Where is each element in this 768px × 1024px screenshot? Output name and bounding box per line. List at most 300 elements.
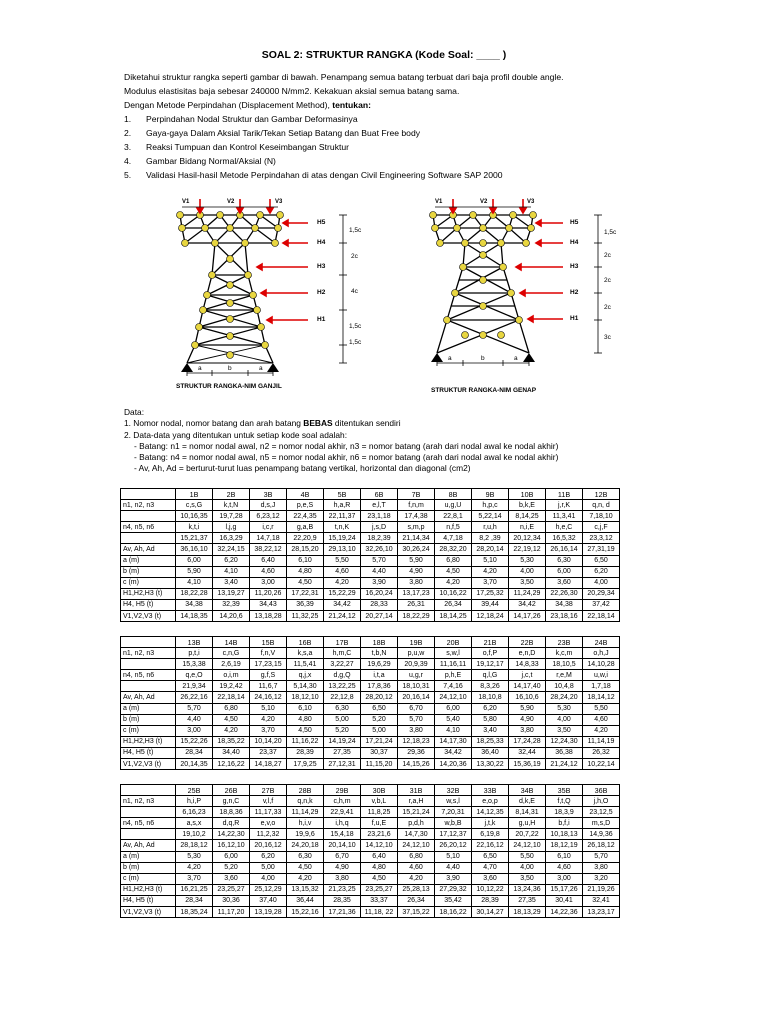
table-cell: 5,90 bbox=[398, 555, 435, 566]
table-cell: 6,23,12 bbox=[250, 511, 287, 522]
table-cell: 3,60 bbox=[546, 577, 583, 588]
h2-label: H2 bbox=[317, 289, 326, 296]
table-cell: 10,18,13 bbox=[546, 829, 583, 840]
table-cell: 4,60 bbox=[324, 566, 361, 577]
task-text: Reaksi Tumpuan dan Kontrol Keseimbangan Struktur bbox=[146, 142, 350, 152]
table-cell: p,e,S bbox=[287, 500, 324, 511]
table-cell: 30,26,24 bbox=[398, 544, 435, 555]
data-line-1-bold: BEBAS bbox=[303, 418, 333, 429]
table-cell: 16,20,24 bbox=[361, 588, 398, 599]
table-cell: r,e,M bbox=[546, 670, 583, 681]
table-cell: 6,20 bbox=[472, 703, 509, 714]
code-header: 14B bbox=[213, 637, 250, 648]
table-cell: 17,4,38 bbox=[398, 511, 435, 522]
table-cell: s,m,p bbox=[398, 522, 435, 533]
table-cell: 6,00 bbox=[435, 703, 472, 714]
table-cell: p,h,E bbox=[435, 670, 472, 681]
table-cell: 6,20 bbox=[213, 555, 250, 566]
data-section bbox=[124, 407, 724, 475]
table-cell: f,t,Q bbox=[546, 796, 583, 807]
dim-4: 1,5c bbox=[349, 323, 362, 330]
table-cell: 11,24,29 bbox=[509, 588, 546, 599]
table-cell: 22,19,12 bbox=[509, 544, 546, 555]
table-cell: 4,40 bbox=[361, 566, 398, 577]
table-cell: 4,70 bbox=[472, 862, 509, 873]
code-header: 22B bbox=[509, 637, 546, 648]
table-cell: 23,18,16 bbox=[546, 611, 583, 622]
table-cell: 28,35 bbox=[324, 895, 361, 906]
task-text: Gaya-gaya Dalam Aksial Tarik/Tekan Setiap Batang dan Buat Free body bbox=[146, 128, 421, 138]
code-header: 32B bbox=[435, 785, 472, 796]
table-cell: 13,15,32 bbox=[287, 884, 324, 895]
data-line-1-post: ditentukan sendiri bbox=[332, 418, 401, 429]
table-cell: 15,4,18 bbox=[324, 829, 361, 840]
table-cell: 5,10 bbox=[250, 703, 287, 714]
table-cell: 17,21,24 bbox=[361, 736, 398, 747]
table-cell: 22,16,12 bbox=[472, 840, 509, 851]
dim-3: 4c bbox=[351, 288, 358, 295]
table-cell: 3,40 bbox=[213, 577, 250, 588]
data-bullet-3: - Av, Ah, Ad = berturut-turut luas penampang batang vertikal, horizontal dan diagonal (cm2) bbox=[134, 463, 471, 474]
table-cell: d,g,Q bbox=[324, 670, 361, 681]
table-cell: 17,9,25 bbox=[287, 759, 324, 770]
table-cell: 4,40 bbox=[176, 714, 213, 725]
table-cell: p,d,h bbox=[398, 818, 435, 829]
table-cell: 20,12,34 bbox=[509, 533, 546, 544]
table-cell: 14,20,36 bbox=[435, 759, 472, 770]
table-cell: 3,40 bbox=[472, 725, 509, 736]
table-row bbox=[121, 725, 620, 736]
code-header: 7B bbox=[398, 489, 435, 500]
table-cell: 6,20 bbox=[583, 566, 620, 577]
row-label: n1, n2, n3 bbox=[121, 796, 176, 807]
table-cell: 21,14,34 bbox=[398, 533, 435, 544]
table-cell: 11,6,7 bbox=[250, 681, 287, 692]
table-cell: 23,3,12 bbox=[583, 533, 620, 544]
table-cell: c,s,G bbox=[176, 500, 213, 511]
code-header: 21B bbox=[472, 637, 509, 648]
row-label: b (m) bbox=[121, 714, 176, 725]
code-header: 35B bbox=[546, 785, 583, 796]
table-cell: 36,44 bbox=[287, 895, 324, 906]
table-row bbox=[121, 648, 620, 659]
table-cell: 14,20,6 bbox=[213, 611, 250, 622]
table-cell: h,m,C bbox=[324, 648, 361, 659]
table-cell: 1,7,18 bbox=[583, 681, 620, 692]
table-cell: 20,16,12 bbox=[250, 840, 287, 851]
table-header-row bbox=[121, 637, 620, 648]
dim-1: 1,5c bbox=[349, 227, 362, 234]
table-cell: 21,24,12 bbox=[324, 611, 361, 622]
table-cell: j,s,D bbox=[361, 522, 398, 533]
table-cell: 6,70 bbox=[398, 703, 435, 714]
table-cell: 5,70 bbox=[398, 714, 435, 725]
table-header-row bbox=[121, 785, 620, 796]
row-label: n4, n5, n6 bbox=[121, 522, 176, 533]
table-cell: 14,12,10 bbox=[361, 840, 398, 851]
table-row bbox=[121, 555, 620, 566]
table-cell: 4,00 bbox=[509, 566, 546, 577]
data-line-1 bbox=[124, 418, 724, 429]
corner-cell bbox=[121, 637, 176, 648]
table-cell: h,e,C bbox=[546, 522, 583, 533]
table-cell: 5,30 bbox=[176, 851, 213, 862]
row-label: c (m) bbox=[121, 577, 176, 588]
dim-1: 1,5c bbox=[604, 229, 617, 236]
table-cell: 13,30,22 bbox=[472, 759, 509, 770]
table-cell: b,f,i bbox=[546, 818, 583, 829]
table-cell: 33,37 bbox=[361, 895, 398, 906]
table-cell: 3,70 bbox=[250, 725, 287, 736]
table-cell: g,n,C bbox=[213, 796, 250, 807]
intro-line-3 bbox=[124, 98, 684, 112]
table-cell: 14,12,35 bbox=[472, 807, 509, 818]
table-cell: 21,19,26 bbox=[583, 884, 620, 895]
table-cell: 22,12,8 bbox=[324, 692, 361, 703]
bottom-b: b bbox=[481, 355, 485, 362]
table-cell: 27,35 bbox=[324, 747, 361, 758]
table-cell: 30,36 bbox=[213, 895, 250, 906]
table-cell: g,a,B bbox=[287, 522, 324, 533]
table-cell: e,n,D bbox=[509, 648, 546, 659]
table-cell: 10,22,14 bbox=[583, 759, 620, 770]
table-cell: 22,8,1 bbox=[435, 511, 472, 522]
table-cell: 28,32,20 bbox=[435, 544, 472, 555]
table-cell: 5,50 bbox=[583, 703, 620, 714]
table-cell: 34,40 bbox=[213, 747, 250, 758]
corner-cell bbox=[121, 489, 176, 500]
row-label: n1, n2, n3 bbox=[121, 500, 176, 511]
table-cell: 11,17,33 bbox=[250, 807, 287, 818]
table-cell: 32,44 bbox=[509, 747, 546, 758]
table-cell: u,g,r bbox=[398, 670, 435, 681]
table-row bbox=[121, 829, 620, 840]
table-cell: 3,70 bbox=[176, 873, 213, 884]
table-cell: 5,90 bbox=[176, 566, 213, 577]
table-cell: 18,2,39 bbox=[361, 533, 398, 544]
table-cell: 3,50 bbox=[546, 725, 583, 736]
table-cell: 24,12,10 bbox=[509, 840, 546, 851]
dim-5: 1,5c bbox=[349, 339, 362, 346]
table-cell: 14,17,30 bbox=[435, 736, 472, 747]
table-cell: 37,40 bbox=[250, 895, 287, 906]
row-label: H4, H5 (t) bbox=[121, 895, 176, 906]
table-cell: 5,00 bbox=[361, 725, 398, 736]
table-cell: 5,30 bbox=[509, 555, 546, 566]
table-row bbox=[121, 511, 620, 522]
table-cell: 6,16,23 bbox=[176, 807, 213, 818]
row-label: n4, n5, n6 bbox=[121, 670, 176, 681]
code-header: 27B bbox=[250, 785, 287, 796]
table-cell: o,i,m bbox=[213, 670, 250, 681]
code-header: 12B bbox=[583, 489, 620, 500]
table-cell: 6,80 bbox=[435, 555, 472, 566]
row-label bbox=[121, 533, 176, 544]
page-title: SOAL 2: STRUKTUR RANGKA (Kode Soal: ____ ) bbox=[261, 49, 507, 61]
table-cell: 13,17,23 bbox=[398, 588, 435, 599]
table-cell: 15,22,26 bbox=[176, 736, 213, 747]
row-label bbox=[121, 659, 176, 670]
table-cell: 16,5,32 bbox=[546, 533, 583, 544]
table-cell: d,s,J bbox=[250, 500, 287, 511]
table-cell: 19,10,2 bbox=[176, 829, 213, 840]
table-cell: 4,80 bbox=[287, 566, 324, 577]
table-cell: 3,50 bbox=[509, 873, 546, 884]
v3-label: V3 bbox=[527, 199, 535, 205]
table-cell: 24,16,12 bbox=[250, 692, 287, 703]
table-cell: 7,20,31 bbox=[435, 807, 472, 818]
data-table-2 bbox=[120, 636, 620, 770]
row-label: Av, Ah, Ad bbox=[121, 544, 176, 555]
table-cell: 15,3,38 bbox=[176, 659, 213, 670]
table-cell: 3,90 bbox=[361, 577, 398, 588]
table-row bbox=[121, 566, 620, 577]
table-cell: 10,12,22 bbox=[472, 884, 509, 895]
table-cell: p,u,w bbox=[398, 648, 435, 659]
table-cell: 23,12,5 bbox=[583, 807, 620, 818]
table-cell: 25,12,29 bbox=[250, 884, 287, 895]
table-cell: 6,10 bbox=[287, 703, 324, 714]
table-cell: 20,29,34 bbox=[583, 588, 620, 599]
table-row bbox=[121, 884, 620, 895]
table-cell: d,k,E bbox=[509, 796, 546, 807]
code-header: 11B bbox=[546, 489, 583, 500]
table-cell: k,c,m bbox=[546, 648, 583, 659]
table-cell: c,h,m bbox=[324, 796, 361, 807]
table-row bbox=[121, 736, 620, 747]
table-cell: 3,00 bbox=[176, 725, 213, 736]
code-header: 5B bbox=[324, 489, 361, 500]
table-cell: 14,10,28 bbox=[583, 659, 620, 670]
table-cell: 6,80 bbox=[398, 851, 435, 862]
table-cell: 36,16,10 bbox=[176, 544, 213, 555]
table-cell: 22,20,9 bbox=[287, 533, 324, 544]
table-cell: i,c,r bbox=[250, 522, 287, 533]
table-row bbox=[121, 611, 620, 622]
table-cell: 18,10,31 bbox=[398, 681, 435, 692]
table-cell: 8,3,26 bbox=[472, 681, 509, 692]
table-cell: 5,10 bbox=[435, 851, 472, 862]
table-cell: 20,7,22 bbox=[509, 829, 546, 840]
table-cell: f,u,E bbox=[361, 818, 398, 829]
row-label: Av, Ah, Ad bbox=[121, 840, 176, 851]
table-row bbox=[121, 759, 620, 770]
table-row bbox=[121, 670, 620, 681]
table-cell: 4,20 bbox=[287, 873, 324, 884]
table-row bbox=[121, 818, 620, 829]
table-cell: 6,30 bbox=[546, 555, 583, 566]
table-cell: 18,35,22 bbox=[213, 736, 250, 747]
table-row bbox=[121, 681, 620, 692]
table-cell: 22,26,30 bbox=[546, 588, 583, 599]
row-label: a (m) bbox=[121, 555, 176, 566]
table-cell: c,n,G bbox=[213, 648, 250, 659]
table-cell: 27,29,32 bbox=[435, 884, 472, 895]
bottom-b: b bbox=[228, 365, 232, 372]
table-cell: 6,20 bbox=[250, 851, 287, 862]
table-cell: 4,60 bbox=[250, 566, 287, 577]
dim-4: 2c bbox=[604, 304, 611, 311]
table-cell: 7,18,10 bbox=[583, 511, 620, 522]
caption-odd: STRUKTUR RANGKA-NIM GANJIL bbox=[176, 383, 282, 390]
table-cell: 4,50 bbox=[361, 873, 398, 884]
h1-label: H1 bbox=[570, 315, 579, 322]
table-cell: f,n,V bbox=[250, 648, 287, 659]
task-item bbox=[124, 140, 684, 154]
table-cell: 20,14,35 bbox=[176, 759, 213, 770]
table-cell: 26,18,12 bbox=[583, 840, 620, 851]
task-text: Perpindahan Nodal Struktur dan Gambar Deformasinya bbox=[146, 114, 358, 124]
table-cell: 10,4,8 bbox=[546, 681, 583, 692]
code-header: 20B bbox=[435, 637, 472, 648]
table-cell: 22,18,14 bbox=[583, 611, 620, 622]
table-cell: 34,42 bbox=[435, 747, 472, 758]
intro-line-2: Modulus elastisitas baja sebesar 240000 N/mm2. Kekakuan aksial semua batang sama. bbox=[124, 86, 460, 96]
table-cell: 14,18,35 bbox=[176, 611, 213, 622]
table-cell: 23,21,6 bbox=[361, 829, 398, 840]
h3-label: H3 bbox=[317, 263, 326, 270]
table-cell: 5,50 bbox=[509, 851, 546, 862]
table-cell: 15,36,19 bbox=[509, 759, 546, 770]
table-cell: h,i,v bbox=[287, 818, 324, 829]
table-cell: 28,39 bbox=[287, 747, 324, 758]
table-cell: g,f,S bbox=[250, 670, 287, 681]
v2-label: V2 bbox=[227, 199, 235, 205]
table-cell: e,l,T bbox=[361, 500, 398, 511]
table-cell: 25,28,13 bbox=[398, 884, 435, 895]
code-header: 26B bbox=[213, 785, 250, 796]
row-label: b (m) bbox=[121, 862, 176, 873]
table-cell: j,c,t bbox=[509, 670, 546, 681]
data-line-1-pre: 1. Nomor nodal, nomor batang dan arah batang bbox=[124, 418, 304, 429]
task-item bbox=[124, 112, 684, 126]
task-number: 1. bbox=[124, 114, 132, 124]
table-row bbox=[121, 599, 620, 610]
table-header-row bbox=[121, 489, 620, 500]
table-cell: 24,12,10 bbox=[435, 692, 472, 703]
table-cell: 4,60 bbox=[546, 862, 583, 873]
table-cell: 28,20,12 bbox=[361, 692, 398, 703]
table-cell: 23,25,27 bbox=[361, 884, 398, 895]
table-cell: 12,18,23 bbox=[398, 736, 435, 747]
table-cell: 4,50 bbox=[287, 862, 324, 873]
task-list bbox=[124, 112, 684, 182]
data-line-2: 2. Data-data yang ditentukan untuk setiap kode soal adalah: bbox=[124, 429, 348, 440]
table-cell: 3,80 bbox=[398, 725, 435, 736]
row-label bbox=[121, 511, 176, 522]
table-cell: 13,19,28 bbox=[250, 907, 287, 918]
table-cell: 17,21,36 bbox=[324, 907, 361, 918]
row-label bbox=[121, 807, 176, 818]
table-cell: 11,15,20 bbox=[361, 759, 398, 770]
table-cell: 4,50 bbox=[213, 714, 250, 725]
table-cell: 6,10 bbox=[546, 851, 583, 862]
table-cell: 4,20 bbox=[250, 714, 287, 725]
table-cell: 4,20 bbox=[398, 873, 435, 884]
table-cell: 30,37 bbox=[361, 747, 398, 758]
table-cell: 11,16,22 bbox=[287, 736, 324, 747]
table-cell: u,g,U bbox=[435, 500, 472, 511]
data-table-3 bbox=[120, 784, 620, 918]
table-cell: h,i,P bbox=[176, 796, 213, 807]
table-cell: 11,8,25 bbox=[361, 807, 398, 818]
table-cell: 18,22,29 bbox=[398, 611, 435, 622]
table-cell: 23,25,27 bbox=[213, 884, 250, 895]
row-label: H1,H2,H3 (t) bbox=[121, 736, 176, 747]
table-cell: o,h,J bbox=[583, 648, 620, 659]
table-cell: 4,20 bbox=[324, 577, 361, 588]
table-cell: 15,17,26 bbox=[546, 884, 583, 895]
table-cell: l,j,g bbox=[213, 522, 250, 533]
table-cell: 28,15,20 bbox=[287, 544, 324, 555]
row-label: Av, Ah, Ad bbox=[121, 692, 176, 703]
table-cell: 17,24,28 bbox=[509, 736, 546, 747]
row-label bbox=[121, 681, 176, 692]
table-cell: 15,22,29 bbox=[324, 588, 361, 599]
table-cell: 17,23,15 bbox=[250, 659, 287, 670]
table-row bbox=[121, 577, 620, 588]
table-cell: 34,38 bbox=[546, 599, 583, 610]
h3-label: H3 bbox=[570, 263, 579, 270]
table-cell: 22,4,35 bbox=[287, 511, 324, 522]
table-row bbox=[121, 873, 620, 884]
table-cell: 4,90 bbox=[509, 714, 546, 725]
table-cell: 5,20 bbox=[361, 714, 398, 725]
table-cell: q,n, d bbox=[583, 500, 620, 511]
bottom-a2: a bbox=[259, 365, 263, 372]
table-row bbox=[121, 714, 620, 725]
table-cell: 19,12,17 bbox=[472, 659, 509, 670]
table-cell: 29,13,10 bbox=[324, 544, 361, 555]
row-label: c (m) bbox=[121, 725, 176, 736]
table-cell: 4,80 bbox=[361, 862, 398, 873]
table-cell: 5,70 bbox=[583, 851, 620, 862]
table-cell: 28,34 bbox=[176, 895, 213, 906]
table-cell: 18,13,29 bbox=[509, 907, 546, 918]
table-cell: 3,00 bbox=[250, 577, 287, 588]
table-cell: 6,50 bbox=[472, 851, 509, 862]
table-cell: 20,9,39 bbox=[398, 659, 435, 670]
table-cell: 19,6,29 bbox=[361, 659, 398, 670]
code-header: 2B bbox=[213, 489, 250, 500]
table-cell: 4,10 bbox=[435, 725, 472, 736]
table-cell: 32,41 bbox=[583, 895, 620, 906]
table-cell: q,l,G bbox=[472, 670, 509, 681]
code-header: 30B bbox=[361, 785, 398, 796]
code-header: 15B bbox=[250, 637, 287, 648]
table-cell: u,w,i bbox=[583, 670, 620, 681]
code-header: 3B bbox=[250, 489, 287, 500]
code-header: 6B bbox=[361, 489, 398, 500]
row-label: a (m) bbox=[121, 703, 176, 714]
table-cell: 18,10,8 bbox=[472, 692, 509, 703]
code-header: 13B bbox=[176, 637, 213, 648]
table-cell: j,h,O bbox=[583, 796, 620, 807]
table-cell: 24,12,10 bbox=[398, 840, 435, 851]
table-cell: 32,24,15 bbox=[213, 544, 250, 555]
row-label bbox=[121, 829, 176, 840]
table-cell: 18,8,36 bbox=[213, 807, 250, 818]
table-cell: 29,36 bbox=[398, 747, 435, 758]
table-cell: 22,11,37 bbox=[324, 511, 361, 522]
table-cell: 14,22,30 bbox=[213, 829, 250, 840]
row-label: V1,V2,V3 (t) bbox=[121, 611, 176, 622]
table-cell: 6,00 bbox=[213, 851, 250, 862]
h2-label: H2 bbox=[570, 289, 579, 296]
table-cell: 26,16,14 bbox=[546, 544, 583, 555]
table-cell: 5,20 bbox=[213, 862, 250, 873]
table-cell: 5,10 bbox=[472, 555, 509, 566]
